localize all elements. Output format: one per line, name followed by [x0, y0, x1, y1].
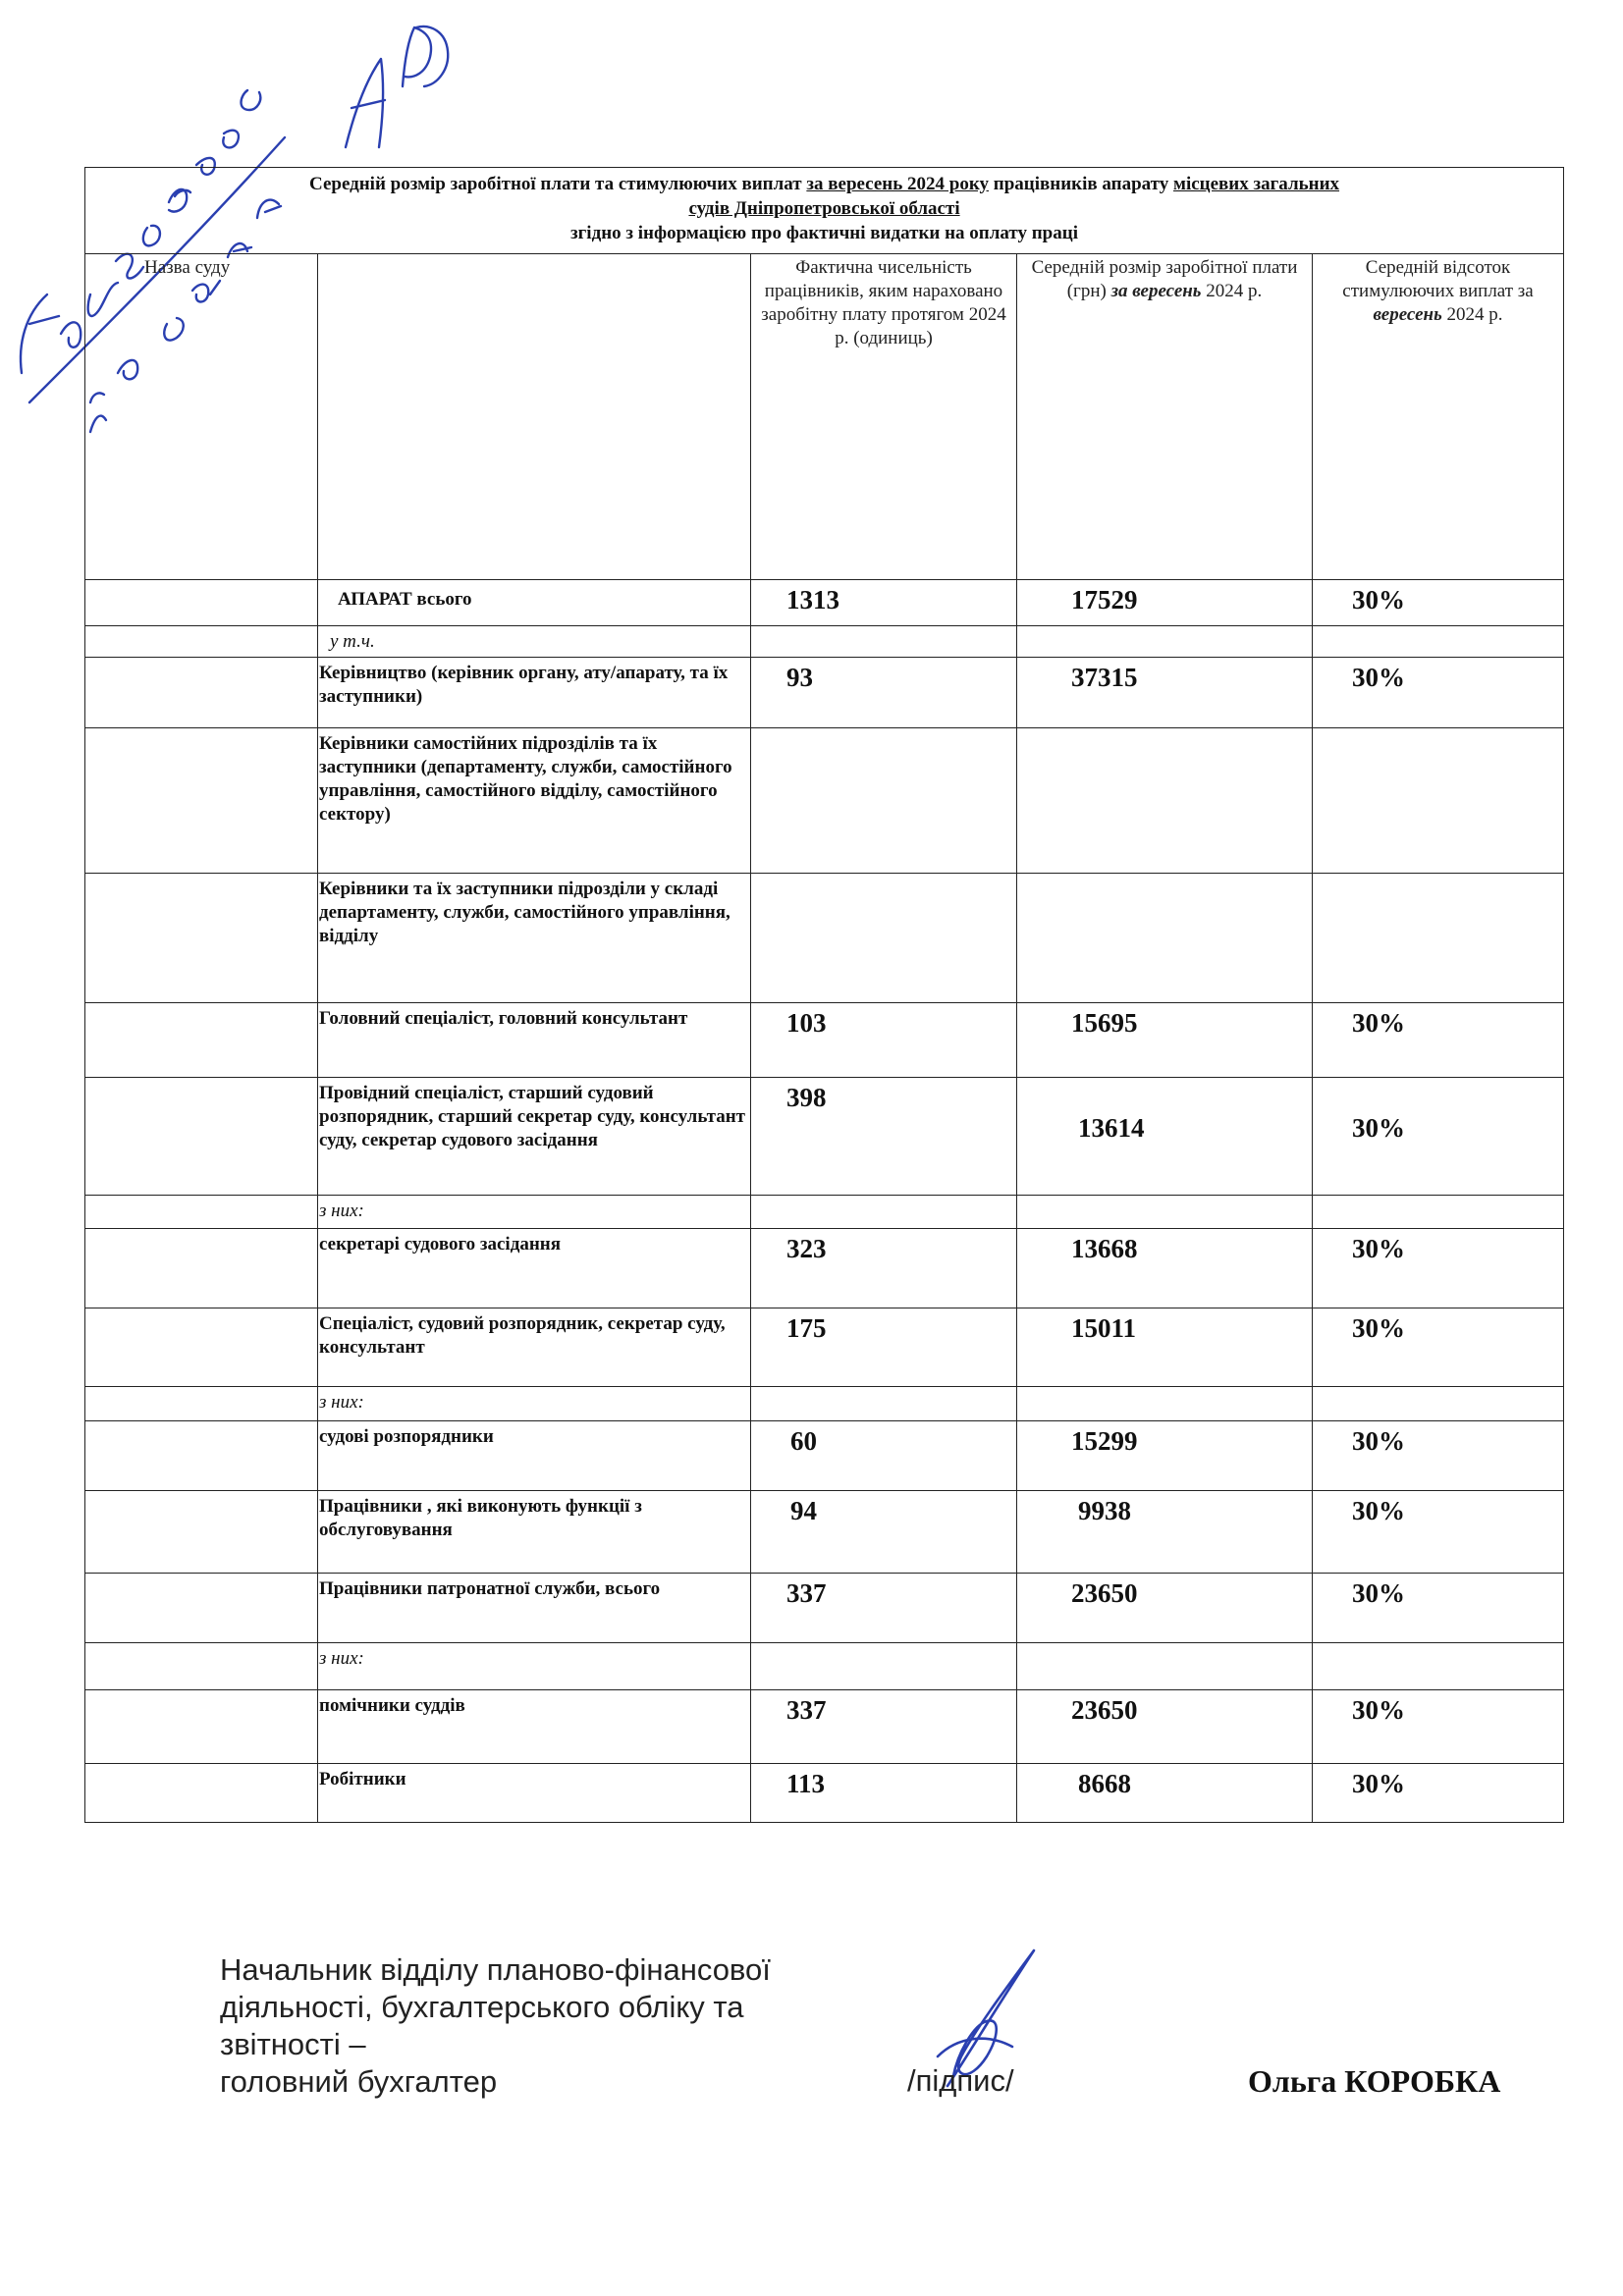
row-pct: 30%: [1313, 1078, 1564, 1196]
header-bonus-pct: [1313, 254, 1564, 580]
title-line3: згідно з інформацією про фактичні видатки на оплату праці: [570, 223, 1078, 243]
header-court-name: Назва суду: [85, 254, 318, 580]
signature-position: [220, 1951, 858, 2101]
table-row: [85, 1491, 1564, 1574]
row-count: 94: [751, 1491, 1017, 1574]
row-label: секретарі судового засідання: [318, 1229, 751, 1308]
row-count: 93: [751, 658, 1017, 728]
row-label: Робітники: [318, 1764, 751, 1823]
table-row: [85, 1003, 1564, 1078]
row-avg: 23650: [1017, 1690, 1313, 1764]
row-count: 323: [751, 1229, 1017, 1308]
table-row: [85, 1308, 1564, 1387]
table-row: [85, 1764, 1564, 1823]
header-avg-post: 2024 р.: [1201, 281, 1263, 301]
row-label: Керівники та їх заступники підрозділи у складі департаменту, служби, самостійного управління, відділу: [318, 874, 751, 1003]
row-avg: 13614: [1017, 1078, 1313, 1196]
title-period: за вересень 2024 року: [806, 174, 990, 194]
row-label: Головний спеціаліст, головний консультант: [318, 1003, 751, 1078]
salary-table: [84, 167, 1564, 1823]
header-avg-salary: [1017, 254, 1313, 580]
position-line2: діяльності, бухгалтерського обліку та: [220, 1990, 744, 2024]
row-count: 113: [751, 1764, 1017, 1823]
header-pct-bold: вересень: [1373, 304, 1442, 325]
row-label: у т.ч.: [318, 626, 751, 658]
row-pct: 30%: [1313, 1574, 1564, 1643]
row-label: Провідний спеціаліст, старший судовий розпорядник, старший секретар суду, консультант суду, секретар судового засідання: [318, 1078, 751, 1196]
signature-label: /підпис/: [907, 2063, 1014, 2098]
table-row: [85, 1690, 1564, 1764]
row-avg: 15011: [1017, 1308, 1313, 1387]
table-row: [85, 874, 1564, 1003]
header-pct-pre: Середній відсоток стимулюючих виплат за: [1342, 257, 1534, 301]
row-count: 60: [751, 1421, 1017, 1491]
table-row: [85, 626, 1564, 658]
row-label: з них:: [318, 1387, 751, 1421]
row-label: Керівники самостійних підрозділів та їх заступники (департаменту, служби, самостійного управління, самостійного відділу, самостійного сектору): [318, 728, 751, 874]
table-row: [85, 1421, 1564, 1491]
header-count: Фактична чисельність працівників, яким нараховано заробітну плату протягом 2024 р. (одиниць): [751, 254, 1017, 580]
row-pct: 30%: [1313, 1764, 1564, 1823]
title-org: місцевих загальних: [1173, 174, 1340, 194]
row-label: Спеціаліст, судовий розпорядник, секретар суду, консультант: [318, 1308, 751, 1387]
header-avg-pre: Середній розмір заробітної плати (грн): [1031, 257, 1298, 301]
row-label: Працівники , які виконують функції з обслуговування: [318, 1491, 751, 1574]
header-row: [85, 254, 1564, 580]
row-avg: 15299: [1017, 1421, 1313, 1491]
table-row: [85, 1574, 1564, 1643]
row-avg: 8668: [1017, 1764, 1313, 1823]
row-pct: 30%: [1313, 1421, 1564, 1491]
row-avg: 17529: [1017, 580, 1313, 626]
title-part1: Середній розмір заробітної плати та стимулюючих виплат: [308, 174, 807, 194]
row-count: 1313: [751, 580, 1017, 626]
header-pct-post: 2024 р.: [1441, 304, 1503, 325]
table-row: [85, 580, 1564, 626]
row-avg: 23650: [1017, 1574, 1313, 1643]
title-part2: працівників апарату: [989, 174, 1174, 194]
table-row: [85, 1387, 1564, 1421]
row-label: Керівництво (керівник органу, ату/апарату, та їх заступники): [318, 658, 751, 728]
row-pct: 30%: [1313, 1308, 1564, 1387]
row-pct: 30%: [1313, 1003, 1564, 1078]
title-line2: судів Дніпропетровської області: [688, 198, 960, 219]
table-row: [85, 658, 1564, 728]
row-count: 398: [751, 1078, 1017, 1196]
position-line4: головний бухгалтер: [220, 2064, 498, 2099]
header-blank: [318, 254, 751, 580]
title-row: [85, 168, 1564, 254]
row-label: з них:: [318, 1643, 751, 1690]
row-pct: 30%: [1313, 658, 1564, 728]
row-avg: 37315: [1017, 658, 1313, 728]
row-count: 103: [751, 1003, 1017, 1078]
row-pct: 30%: [1313, 1491, 1564, 1574]
table-row: [85, 1196, 1564, 1229]
table-row: [85, 1229, 1564, 1308]
signatory-name: Ольга КОРОБКА: [1248, 2063, 1501, 2099]
row-pct: 30%: [1313, 1690, 1564, 1764]
header-avg-bold: за вересень: [1110, 281, 1202, 301]
row-label: судові розпорядники: [318, 1421, 751, 1491]
table-row: [85, 1643, 1564, 1690]
row-label: з них:: [318, 1196, 751, 1229]
position-line3: звітності –: [220, 2027, 366, 2061]
row-pct: 30%: [1313, 580, 1564, 626]
row-count: 337: [751, 1690, 1017, 1764]
row-avg: 13668: [1017, 1229, 1313, 1308]
row-avg: 15695: [1017, 1003, 1313, 1078]
row-count: 175: [751, 1308, 1017, 1387]
row-count: 337: [751, 1574, 1017, 1643]
table-row: [85, 1078, 1564, 1196]
document-title: [85, 168, 1564, 254]
row-label: помічники суддів: [318, 1690, 751, 1764]
row-label: Працівники патронатної служби, всього: [318, 1574, 751, 1643]
table-row: [85, 728, 1564, 874]
position-line1: Начальник відділу планово-фінансової: [220, 1952, 771, 1987]
row-label: АПАРАТ всього: [318, 580, 751, 626]
row-pct: 30%: [1313, 1229, 1564, 1308]
row-avg: 9938: [1017, 1491, 1313, 1574]
